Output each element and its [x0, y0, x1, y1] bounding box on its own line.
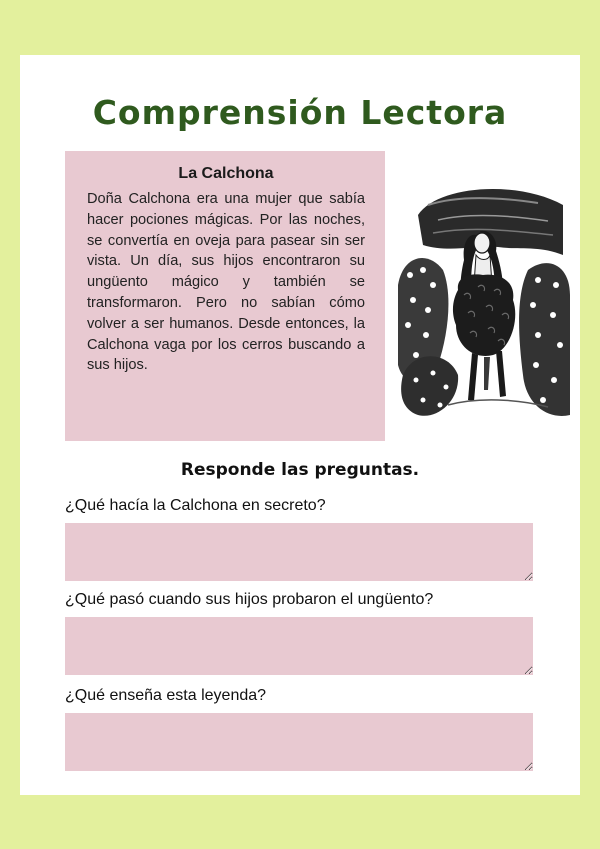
worksheet-page: [20, 55, 580, 795]
reading-box: [65, 151, 385, 441]
question-2: ¿Qué pasó cuando sus hijos probaron el ungüento?: [65, 591, 434, 608]
question-1: ¿Qué hacía la Calchona en secreto?: [65, 497, 326, 514]
question-3: ¿Qué enseña esta leyenda?: [65, 687, 267, 704]
reading-title: La Calchona: [178, 165, 274, 182]
answer-box-3[interactable]: [65, 713, 533, 771]
reading-text: Doña Calchona era una mujer que sabía hacer pociones mágicas. Por las noches, se convertía en oveja para pasear sin ser vista. Un día, sus hijos encontraron su ungüento mágico y también se transformaron. Pero no sabían cómo volver a ser humanos. Desde entonces, la Calchona vaga por los cerros buscando a sus hijos.: [87, 191, 365, 374]
calchona-illustration: [398, 175, 570, 425]
answer-box-2[interactable]: [65, 617, 533, 675]
page-title: Comprensión Lectora: [92, 93, 508, 132]
answer-box-1[interactable]: [65, 523, 533, 581]
questions-heading: Responde las preguntas.: [180, 460, 420, 480]
